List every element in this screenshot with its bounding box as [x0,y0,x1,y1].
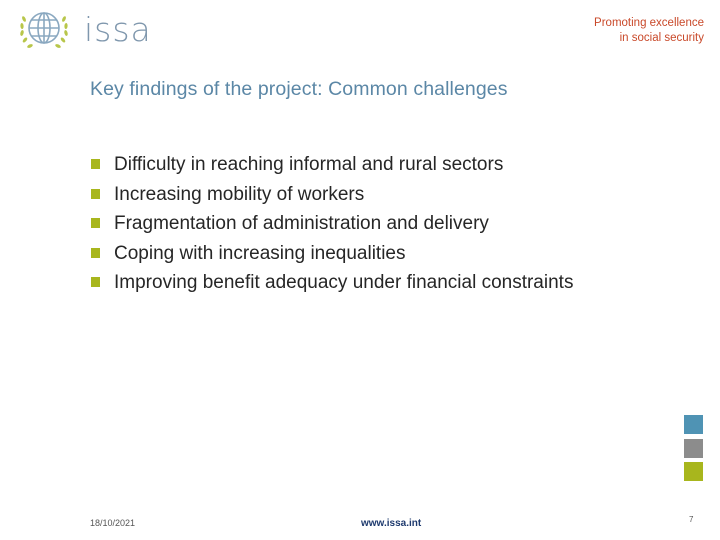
tagline [594,16,704,46]
decorative-square-green [684,462,703,481]
list-item [90,180,573,210]
tagline-line-2: in social security [619,32,704,44]
list-item [90,268,573,298]
page-number: 7 [689,515,694,524]
logo-wordmark: issa [84,10,152,49]
list-item-text: Improving benefit adequacy under financial constraints [114,272,574,293]
bullet-square-icon [91,189,100,199]
list-item-text: Difficulty in reaching informal and rural sectors [114,154,504,175]
globe-laurel-icon [14,4,74,56]
footer-url-link[interactable]: www.issa.int [361,518,422,529]
slide-title: Key findings of the project: Common challenges [90,78,508,100]
bullet-list [90,150,573,298]
tagline-line-1: Promoting excellence [594,17,704,29]
list-item-text: Increasing mobility of workers [114,183,365,205]
list-item [90,239,573,269]
list-item [90,150,573,180]
list-item [90,209,573,239]
footer-date: 18/10/2021 [90,518,136,528]
bullet-square-icon [91,159,100,169]
list-item-text: Coping with increasing inequalities [114,242,406,264]
bullet-square-icon [91,218,100,228]
bullet-square-icon [91,277,100,287]
issa-logo [14,4,154,56]
decorative-square-blue [684,415,703,434]
bullet-square-icon [91,248,100,258]
decorative-square-gray [684,439,703,458]
list-item-text: Fragmentation of administration and delivery [114,213,489,234]
